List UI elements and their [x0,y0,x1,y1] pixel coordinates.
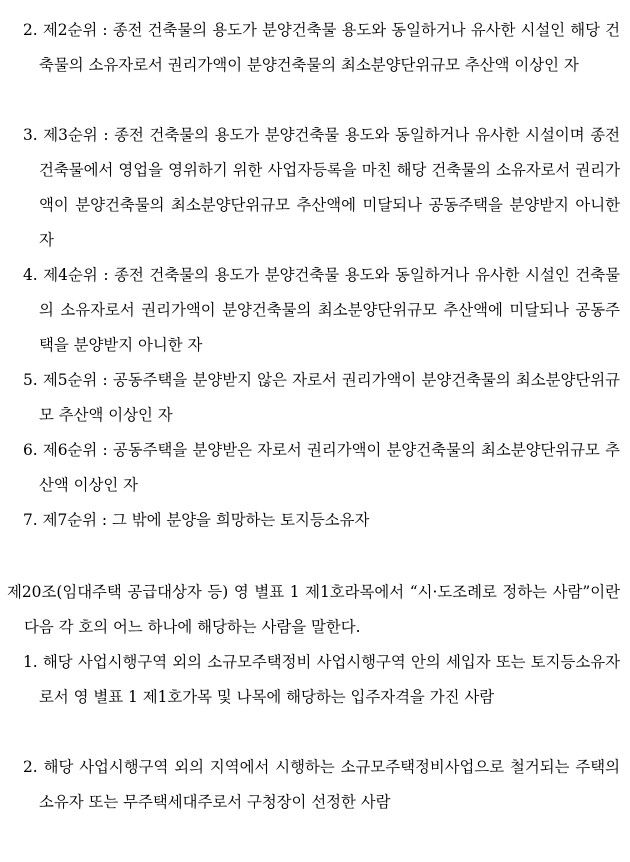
priority-item-7: 7. 제7순위 : 그 밖에 분양을 희망하는 토지등소유자 [23,511,370,529]
priority-item-2: 2. 제2순위 : 종전 건축물의 용도가 분양건축물 용도와 동일하거나 유사한 시설인 해당 건축물의 소유자로서 권리가액이 분양건축물의 최소분양단위규모 추산액 이상인 자 [23,21,620,74]
priority-item-3: 3. 제3순위 : 종전 건축물의 용도가 분양건축물 용도와 동일하거나 유사한 시설이며 종전 건축물에서 영업을 영위하기 위한 사업자등록을 마친 해당 건축물의 소유자로서 권리가액이 분양건축물의 최소분양단위규모 추산액에 미달되나 공동주택을 분양받지 아니한 자 [23,126,620,249]
priority-item-5: 5. 제5순위 : 공동주택을 분양받지 않은 자로서 권리가액이 분양건축물의 최소분양단위규모 추산액 이상인 자 [23,371,620,424]
article-20-item-1: 1. 해당 사업시행구역 외의 소규모주택정비 사업시행구역 안의 세입자 또는 토지등소유자로서 영 별표 1 제1호가목 및 나목에 해당하는 입주자격을 가진 사람 [23,653,620,706]
priority-item-4: 4. 제4순위 : 종전 건축물의 용도가 분양건축물 용도와 동일하거나 유사한 시설인 건축물의 소유자로서 권리가액이 분양건축물의 최소분양단위규모 추산액에 미달되나 공동주택을 분양받지 아니한 자 [23,266,620,354]
article-20-heading: 제20조(임대주택 공급대상자 등) 영 별표 1 제1호라목에서 “시·도조례로 정하는 사람”이란 다음 각 호의 어느 하나에 해당하는 사람을 말한다. [7,583,620,636]
article-20-item-2: 2. 해당 사업시행구역 외의 지역에서 시행하는 소규모주택정비사업으로 철거되는 주택의 소유자 또는 무주택세대주로서 구청장이 선정한 사람 [23,758,620,811]
priority-item-6: 6. 제6순위 : 공동주택을 분양받은 자로서 권리가액이 분양건축물의 최소분양단위규모 추산액 이상인 자 [23,441,620,494]
